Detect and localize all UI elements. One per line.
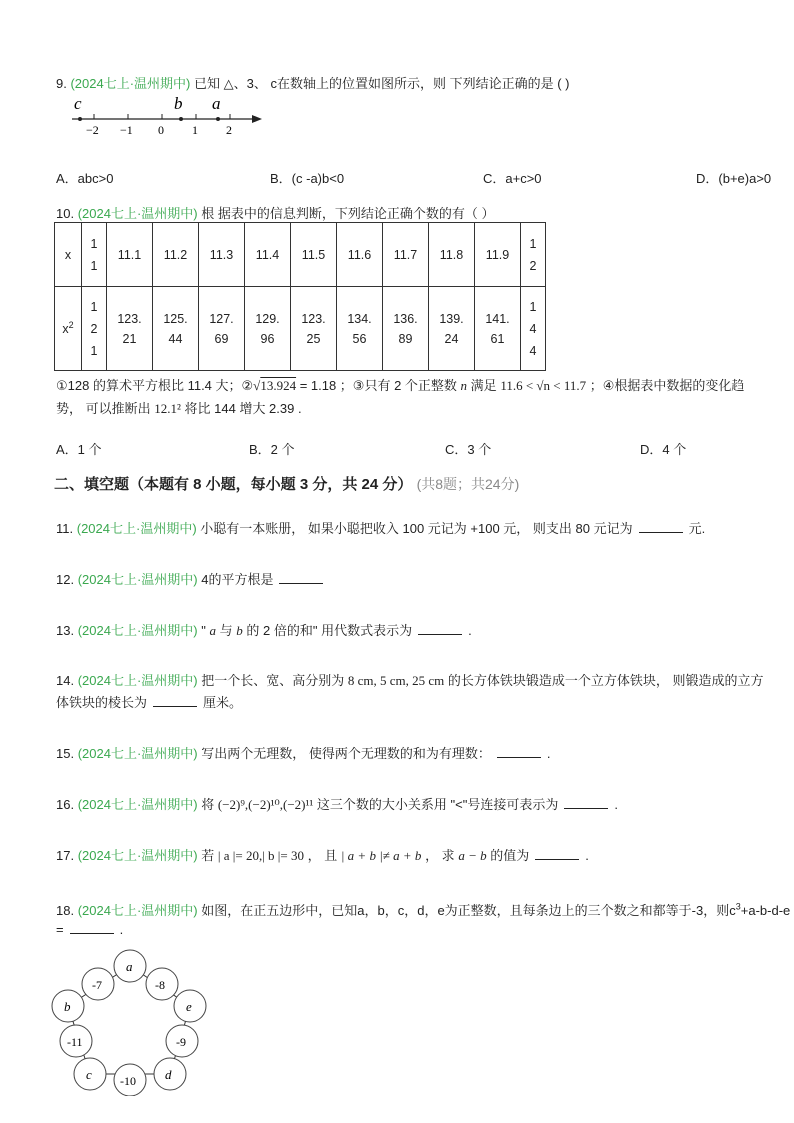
q10-option-b[interactable]: B．2 个 [249,442,295,457]
label-edge: -11 [67,1035,83,1049]
label-edge: -9 [176,1035,186,1049]
table-cell: 129. 96 [245,287,291,371]
q9-option-b[interactable]: B．(c -a)b<0 [270,171,345,186]
q9-number-line [66,92,266,138]
sqrt-radicand: 13.924 [260,378,297,393]
table-cell-narrow: 1 1 [82,223,107,287]
table-cell: 139. 24 [429,287,475,371]
answer-blank[interactable] [153,694,197,707]
point-c [78,117,82,121]
tick-label: 0 [158,123,164,137]
table-cell: 11.3 [199,223,245,287]
table-cell: 123. 25 [291,287,337,371]
q11-line: 11. (2024七上·温州期中) 小聪有一本账册， 如果小聪把收入 100 元记为 +100 元， 则支出 80 元记为 元. [56,521,706,536]
table-cell: 134. 56 [337,287,383,371]
table-cell: 11.5 [291,223,337,287]
q10-text: 根 据表中的信息判断，下列结论正确个数的有（ ） [201,206,495,221]
q10-option-a[interactable]: A．1 个 [56,442,102,457]
table-cell: 141. 61 [475,287,521,371]
q18-pentagon-figure [50,948,210,1096]
table-cell: 11.4 [245,223,291,287]
q10-number: 10. [56,206,75,221]
tick-label: −1 [120,123,133,137]
q10-statements-line1: ①128 的算术平方根比 11.4 大；②√13.924 = 1.18 ；③只有 2 个正整数 n 满足 11.6 < √n < 11.7 ；④根据表中数据的变化趋 [56,378,745,393]
table-cell: 11.7 [383,223,429,287]
q18-line2: = . [56,922,124,937]
table-cell: 136. 89 [383,287,429,371]
table-cell: 11.9 [475,223,521,287]
label-c: c [86,1067,92,1082]
q10-option-d[interactable]: D．4 个 [640,442,687,457]
q9-option-a[interactable]: A．abc>0 [56,171,114,186]
table-row2-label: $x^2$ [55,287,82,371]
q10-statements-line2: 势， 可以推断出 12.1² 将比 144 增大 2.39 . [56,401,302,416]
q10-value-table [54,222,546,371]
q9-source: (2024七上·温州期中) [70,76,191,91]
table-cell: 11.6 [337,223,383,287]
label-b: b [174,94,183,113]
q10-source: (2024七上·温州期中) [77,206,198,221]
point-b [179,117,183,121]
tick-label: 2 [226,123,232,137]
section-title: 二、填空题（本题有 8 小题，每小题 3 分，共 24 分） (共8题；共24分) [54,476,520,493]
label-b: b [64,999,71,1014]
q10-line [56,203,494,222]
table-cell-narrow: 1 2 1 [82,287,107,371]
answer-blank[interactable] [639,520,683,533]
section-note: (共8题；共24分) [416,476,520,492]
table-cell: 11.8 [429,223,475,287]
q15-line: 15. (2024七上·温州期中) 写出两个无理数， 使得两个无理数的和为有理数： . [56,746,551,761]
q13-line: 13. (2024七上·温州期中) " a 与 b 的 2 倍的和" 用代数式表示为 . [56,623,472,638]
q9-number: 9. [56,76,67,91]
answer-blank[interactable] [564,796,608,809]
label-e: e [186,999,192,1014]
label-c: c [74,94,82,113]
answer-blank[interactable] [279,571,323,584]
table-cell: 11.2 [153,223,199,287]
q9-line [56,73,569,92]
q9-text: 已知 △、3、 c在数轴上的位置如图所示，则 下列结论正确的是 ( ) [194,76,570,91]
q9-option-c[interactable]: C．a+c>0 [483,171,542,186]
tick-label: 1 [192,123,198,137]
number-line-arrow-icon [252,115,262,123]
answer-blank[interactable] [535,847,579,860]
q14-line1: 14. (2024七上·温州期中) 把一个长、宽、高分别为 8 cm, 5 cm, 25 cm 的长方体铁块锻造成一个立方体铁块， 则锻造成的立方 [56,673,764,688]
q14-line2: 体铁块的棱长为 厘米。 [56,695,243,710]
table-cell: 125. 44 [153,287,199,371]
table-cell: 127. 69 [199,287,245,371]
point-a [216,117,220,121]
table-cell-narrow: 1 4 4 [521,287,546,371]
label-edge: -8 [155,978,165,992]
q17-line: 17. (2024七上·温州期中) 若 | a |= 20,| b |= 30 ， 且 | a + b |≠ a + b ， 求 a − b 的值为 . [56,848,589,863]
label-edge: -10 [120,1074,136,1088]
answer-blank[interactable] [418,622,462,635]
table-cell-narrow: 1 2 [521,223,546,287]
q12-line: 12. (2024七上·温州期中) 4的平方根是 [56,569,329,588]
answer-blank[interactable] [497,745,541,758]
label-d: d [165,1067,172,1082]
label-a: a [126,959,133,974]
label-a: a [212,94,221,113]
answer-blank[interactable] [70,921,114,934]
q16-line: 16. (2024七上·温州期中) 将 (−2)⁹,(−2)¹⁰,(−2)¹¹ 这三个数的大小关系用 "<"号连接可表示为 . [56,797,618,812]
tick-label: −2 [86,123,99,137]
q10-option-c[interactable]: C．3 个 [445,442,492,457]
q18-line1: 18. (2024七上·温州期中) 如图，在正五边形中，已知a，b，c，d，e为正整数，且每条边上的三个数之和都等于-3，则$c^3+a-b-d-e$ [56,901,791,918]
table-cell: 11.1 [107,223,153,287]
table-cell: 123. 21 [107,287,153,371]
label-edge: -7 [92,978,102,992]
q9-option-d[interactable]: D．(b+e)a>0 [696,171,772,186]
table-row1-label: x [55,223,82,287]
